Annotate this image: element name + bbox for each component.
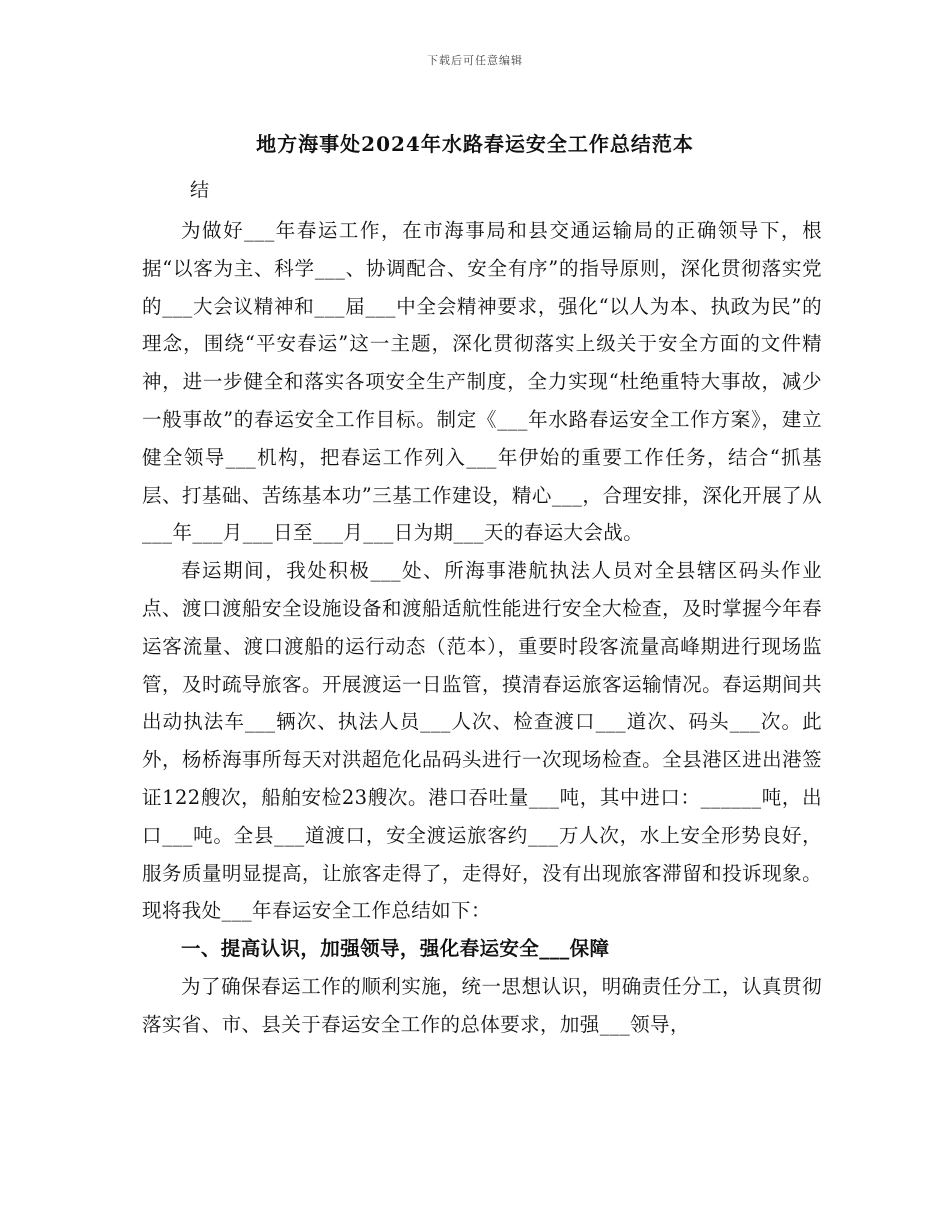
section-heading: 一、提高认识，加强领导，强化春运安全___保障 [181, 937, 610, 961]
paragraph: 为做好___年春运工作，在市海事局和县交通运输局的正确领导下，根据“以客为主、科学___、协调配合、安全有序”的指导原则，深化贯彻落实党的___大会议精神和___届___中全会精神要求，强化“以人为本、执政为民”的理念，围绕“平安春运”这一主题，深化贯彻落实上级关于安全方面的文件精神，进一步健全和落实各项安全生产制度，全力实现“杜绝重特大事故，减少一般事故”的春运安全工作目标。制定《___年水路春运安全工作方案》，建立健全领导___机构，把春运工作列入___年伊始的重要工作任务，结合“抓基层、打基础、苦练基本功”三基工作建设，精心___，合理安排，深化开展了从___年___月___日至___月___日为期___天的春运大会战。 [142, 219, 822, 545]
paragraph: 春运期间，我处积极___处、所海事港航执法人员对全县辖区码头作业点、渡口渡船安全设施设备和渡船适航性能进行安全大检查，及时掌握今年春运客流量、渡口渡船的运行动态（范本），重要时段客流量高峰期进行现场监管，及时疏导旅客。开展渡运一日监管，摸清春运旅客运输情况。春运期间共出动执法车___辆次、执法人员___人次、检查渡口___道次、码头___次。此外，杨桥海事所每天对洪超危化品码头进行一次现场检查。全县港区进出港签证122艘次，船舶安检23艘次。港口吞吐量___吨，其中进口：______吨，出口___吨。全县___道渡口，安全渡运旅客约___万人次，水上安全形势良好，服务质量明显提高，让旅客走得了，走得好，没有出现旅客滞留和投诉现象。现将我处___年春运安全工作总结如下： [142, 559, 822, 923]
page-header-note: 下载后可任意编辑 [427, 54, 523, 67]
document-title-tail: 结 [190, 179, 210, 201]
document-title: 地方海事处2024年水路春运安全工作总结范本 [256, 132, 694, 156]
paragraph: 为了确保春运工作的顺利实施，统一思想认识，明确责任分工，认真贯彻落实省、市、县关于春运安全工作的总体要求，加强___领导， [142, 974, 822, 1036]
document-body [142, 212, 822, 1044]
